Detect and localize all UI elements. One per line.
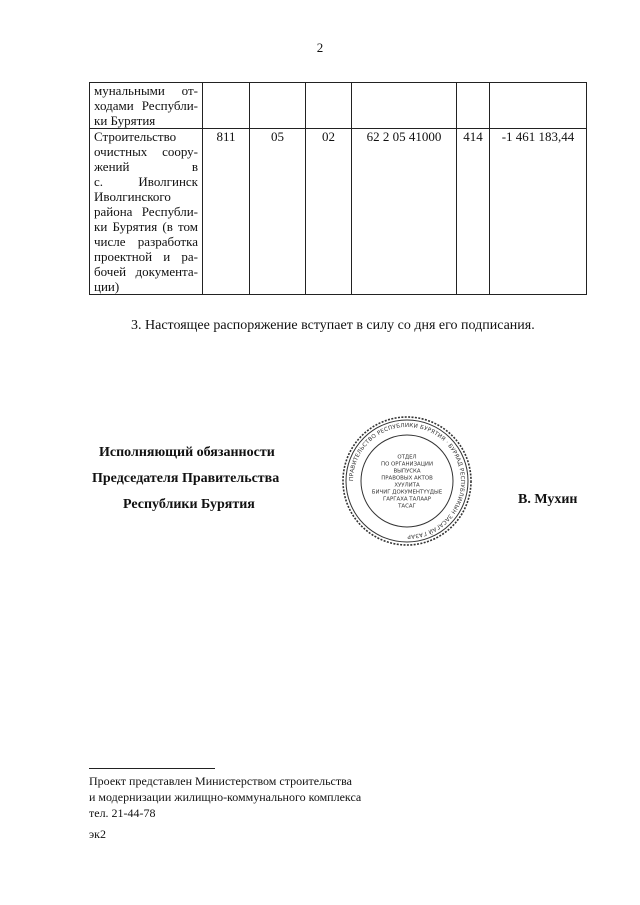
table-row — [90, 129, 587, 295]
signatory-title-line3: Республики Бурятия — [123, 497, 255, 512]
cell-subsection — [306, 83, 352, 129]
signatory-name: В. Мухин — [518, 492, 578, 507]
page-number: 2 — [316, 40, 324, 55]
footnote-line: тел. 21-44-78 — [89, 806, 156, 820]
cell-target-article — [352, 83, 457, 129]
document-code: эк2 — [89, 827, 106, 841]
footnote-divider — [89, 768, 215, 769]
effective-date-paragraph: 3. Настоящее распоряжение вступает в силу со дня его подписания. — [131, 318, 535, 333]
svg-text:ГАРГАХА ТАЛААР: ГАРГАХА ТАЛААР — [383, 496, 431, 503]
description-line: ции) — [94, 279, 120, 294]
svg-text:ХУУЛИТА: ХУУЛИТА — [394, 482, 420, 489]
description-line: числе разработка — [94, 234, 198, 249]
budget-table — [89, 82, 587, 295]
svg-text:ПРАВИТЕЛЬСТВО РЕСПУБЛИКИ БУРЯТ: ПРАВИТЕЛЬСТВО РЕСПУБЛИКИ БУРЯТИЯ · БУРЯАД РЕСПУБЛИКЫН ЗАСАГАЙ ГАЗАР — [348, 422, 466, 540]
cell-ministry-code: 811 — [203, 129, 250, 295]
signatory-title-line1: Исполняющий обязанности — [99, 445, 275, 460]
row-description — [90, 83, 203, 129]
svg-text:БИЧИГ ДОКУМЕНТҮҮДЫЕ: БИЧИГ ДОКУМЕНТҮҮДЫЕ — [371, 489, 443, 496]
description-line: Строительство — [94, 129, 177, 144]
description-line: бочей документа- — [94, 264, 198, 279]
cell-ministry-code — [203, 83, 250, 129]
table-row — [90, 83, 587, 129]
cell-subsection: 02 — [306, 129, 352, 295]
official-seal — [340, 414, 474, 548]
cell-expense-type: 414 — [457, 129, 490, 295]
description-line: района Республи- — [94, 204, 198, 219]
cell-amount — [490, 83, 587, 129]
description-line: мунальными от- — [94, 83, 198, 98]
footnote-line: Проект представлен Министерством строительства — [89, 774, 352, 788]
description-line: ходами Республи- — [94, 98, 198, 113]
description-line: проектной и ра- — [94, 249, 198, 264]
footnote-line: и модернизации жилищно-коммунального комплекса — [89, 790, 362, 804]
svg-text:ОТДЕЛ: ОТДЕЛ — [397, 454, 417, 461]
svg-text:ВЫПУСКА: ВЫПУСКА — [393, 468, 421, 475]
cell-section: 05 — [250, 129, 306, 295]
cell-expense-type — [457, 83, 490, 129]
description-line: ки Бурятия (в том — [94, 219, 198, 234]
svg-text:ПРАВОВЫХ АКТОВ: ПРАВОВЫХ АКТОВ — [381, 475, 433, 482]
description-line: очистных соору- — [94, 144, 198, 159]
cell-target-article: 62 2 05 41000 — [352, 129, 457, 295]
description-line: с. Иволгинск — [94, 174, 198, 189]
description-line: Иволгинского — [94, 189, 171, 204]
description-line: ки Бурятия — [94, 113, 156, 128]
row-description — [90, 129, 203, 295]
svg-text:ТАСАГ: ТАСАГ — [398, 503, 416, 510]
svg-text:ПО ОРГАНИЗАЦИИ: ПО ОРГАНИЗАЦИИ — [381, 461, 433, 468]
cell-amount: -1 461 183,44 — [490, 129, 587, 295]
signatory-title-line2: Председателя Правительства — [92, 471, 280, 486]
description-line: жений в — [94, 159, 198, 174]
cell-section — [250, 83, 306, 129]
footnote — [89, 773, 361, 821]
